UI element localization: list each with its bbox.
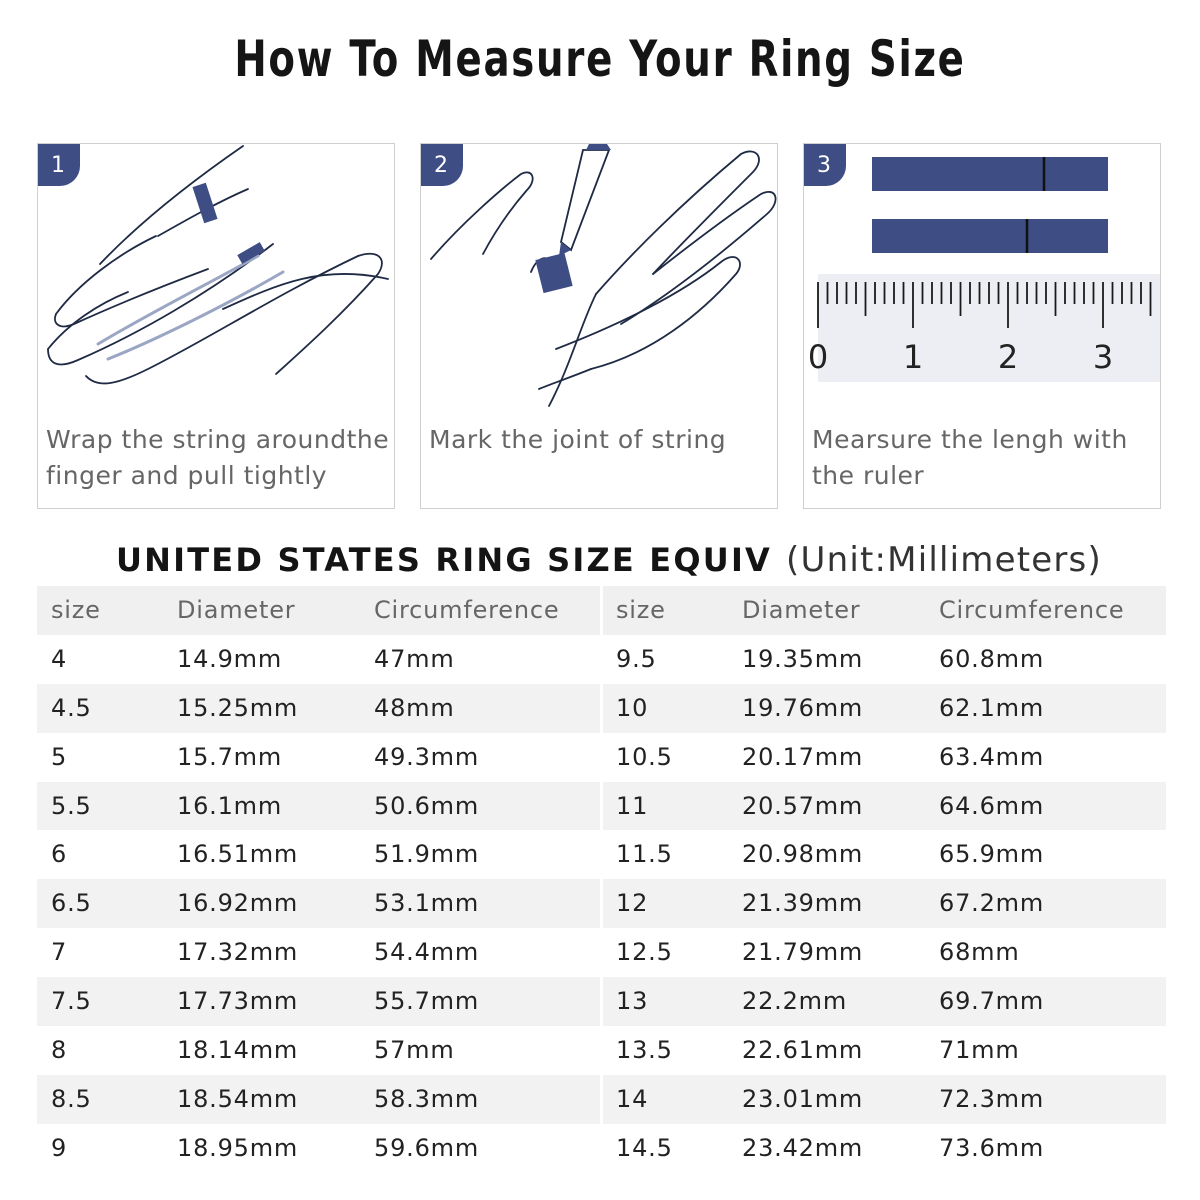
size-cell: 9.5 <box>616 644 657 673</box>
table-row <box>37 879 600 928</box>
diameter-cell: 16.1mm <box>177 791 282 820</box>
circumference-cell: 69.7mm <box>939 987 1044 1016</box>
table-header-row <box>37 586 600 635</box>
ruler-label: 0 <box>807 338 829 376</box>
diameter-cell: 20.98mm <box>742 840 864 869</box>
circumference-cell: 68mm <box>939 938 1020 967</box>
table-row <box>603 879 1166 928</box>
step-description: Wrap the string aroundthe finger and pull tightly <box>46 425 390 490</box>
step-1-panel <box>37 143 395 509</box>
size-cell: 4 <box>51 644 68 673</box>
circumference-cell: 65.9mm <box>939 840 1044 869</box>
size-cell: 11.5 <box>616 840 673 869</box>
string-mark <box>535 253 572 293</box>
circumference-cell: 73.6mm <box>939 1133 1044 1162</box>
circumference-cell: 63.4mm <box>939 742 1044 771</box>
size-cell: 11 <box>616 791 649 820</box>
string-strip-bottom <box>872 219 1108 253</box>
circumference-cell: 57mm <box>374 1036 455 1065</box>
circumference-cell: 51.9mm <box>374 840 479 869</box>
step-2-panel <box>420 143 778 509</box>
size-cell: 12 <box>616 889 649 918</box>
string-strip-top <box>872 157 1108 191</box>
circumference-cell: 62.1mm <box>939 693 1044 722</box>
ruler-measure-illustration <box>804 144 1160 424</box>
ruler-label: 2 <box>997 338 1019 376</box>
diameter-cell: 16.92mm <box>177 889 299 918</box>
size-table-title <box>116 540 1102 580</box>
diameter-cell: 17.32mm <box>177 938 299 967</box>
table-row <box>603 977 1166 1026</box>
column-header: Diameter <box>742 596 861 624</box>
circumference-cell: 72.3mm <box>939 1084 1044 1113</box>
size-cell: 6 <box>51 840 68 869</box>
circumference-cell: 67.2mm <box>939 889 1044 918</box>
table-row <box>37 1075 600 1124</box>
diameter-cell: 17.73mm <box>177 987 299 1016</box>
pencil-icon <box>559 144 611 256</box>
diameter-cell: 19.76mm <box>742 693 864 722</box>
diameter-cell: 16.51mm <box>177 840 299 869</box>
table-row <box>603 928 1166 977</box>
diameter-cell: 21.39mm <box>742 889 864 918</box>
diameter-cell: 15.7mm <box>177 742 282 771</box>
string-wrap-mark <box>192 183 217 223</box>
diameter-cell: 20.17mm <box>742 742 864 771</box>
circumference-cell: 53.1mm <box>374 889 479 918</box>
hand-mark-string-illustration <box>421 144 777 424</box>
size-cell: 14.5 <box>616 1133 673 1162</box>
table-row <box>37 1124 600 1173</box>
diameter-cell: 22.2mm <box>742 987 847 1016</box>
table-row <box>37 1026 600 1075</box>
size-table-unit: (Unit:Millimeters) <box>786 540 1102 580</box>
table-header-row <box>603 586 1166 635</box>
size-cell: 13.5 <box>616 1036 673 1065</box>
step-3-panel <box>803 143 1161 509</box>
size-cell: 4.5 <box>51 693 92 722</box>
circumference-cell: 59.6mm <box>374 1133 479 1162</box>
step-number-badge: 3 <box>804 144 846 186</box>
step-number-badge: 1 <box>38 144 80 186</box>
table-row <box>603 782 1166 831</box>
circumference-cell: 48mm <box>374 693 455 722</box>
diameter-cell: 18.14mm <box>177 1036 299 1065</box>
diameter-cell: 19.35mm <box>742 644 864 673</box>
table-row <box>603 635 1166 684</box>
size-cell: 10 <box>616 693 649 722</box>
column-header: size <box>616 596 666 624</box>
size-cell: 13 <box>616 987 649 1016</box>
size-cell: 5 <box>51 742 68 771</box>
size-cell: 6.5 <box>51 889 92 918</box>
circumference-cell: 55.7mm <box>374 987 479 1016</box>
circumference-cell: 54.4mm <box>374 938 479 967</box>
size-cell: 7.5 <box>51 987 92 1016</box>
table-row <box>603 1124 1166 1173</box>
diameter-cell: 23.42mm <box>742 1133 864 1162</box>
diameter-cell: 23.01mm <box>742 1084 864 1113</box>
diameter-cell: 15.25mm <box>177 693 299 722</box>
table-row <box>603 733 1166 782</box>
step-description: Mearsure the lengh with the ruler <box>812 425 1128 490</box>
table-row <box>37 928 600 977</box>
size-cell: 12.5 <box>616 938 673 967</box>
table-row <box>37 977 600 1026</box>
column-header: size <box>51 596 101 624</box>
size-cell: 9 <box>51 1133 68 1162</box>
size-table-left <box>37 586 600 1173</box>
step-description: Mark the joint of string <box>429 425 727 454</box>
table-row <box>603 684 1166 733</box>
table-row <box>37 684 600 733</box>
size-table-heading: UNITED STATES RING SIZE EQUIV <box>116 541 773 579</box>
ruler-label: 1 <box>902 338 924 376</box>
diameter-cell: 14.9mm <box>177 644 282 673</box>
size-cell: 8.5 <box>51 1084 92 1113</box>
circumference-cell: 47mm <box>374 644 455 673</box>
diameter-cell: 18.95mm <box>177 1133 299 1162</box>
size-cell: 10.5 <box>616 742 673 771</box>
diameter-cell: 20.57mm <box>742 791 864 820</box>
column-header: Circumference <box>939 596 1125 624</box>
table-row <box>37 782 600 831</box>
table-row <box>37 830 600 879</box>
column-header: Circumference <box>374 596 560 624</box>
table-row <box>37 733 600 782</box>
table-row <box>37 635 600 684</box>
circumference-cell: 58.3mm <box>374 1084 479 1113</box>
size-cell: 7 <box>51 938 68 967</box>
table-row <box>603 1026 1166 1075</box>
size-table-right <box>603 586 1166 1173</box>
circumference-cell: 60.8mm <box>939 644 1044 673</box>
diameter-cell: 22.61mm <box>742 1036 864 1065</box>
step-number-badge: 2 <box>421 144 463 186</box>
hand-wrap-string-illustration <box>38 144 394 424</box>
diameter-cell: 18.54mm <box>177 1084 299 1113</box>
table-row <box>603 1075 1166 1124</box>
circumference-cell: 50.6mm <box>374 791 479 820</box>
size-cell: 14 <box>616 1084 649 1113</box>
ruler-label: 3 <box>1092 338 1114 376</box>
size-cell: 5.5 <box>51 791 92 820</box>
size-cell: 8 <box>51 1036 68 1065</box>
circumference-cell: 64.6mm <box>939 791 1044 820</box>
page-title: How To Measure Your Ring Size <box>234 30 966 88</box>
diameter-cell: 21.79mm <box>742 938 864 967</box>
column-header: Diameter <box>177 596 296 624</box>
circumference-cell: 71mm <box>939 1036 1020 1065</box>
circumference-cell: 49.3mm <box>374 742 479 771</box>
table-row <box>603 830 1166 879</box>
